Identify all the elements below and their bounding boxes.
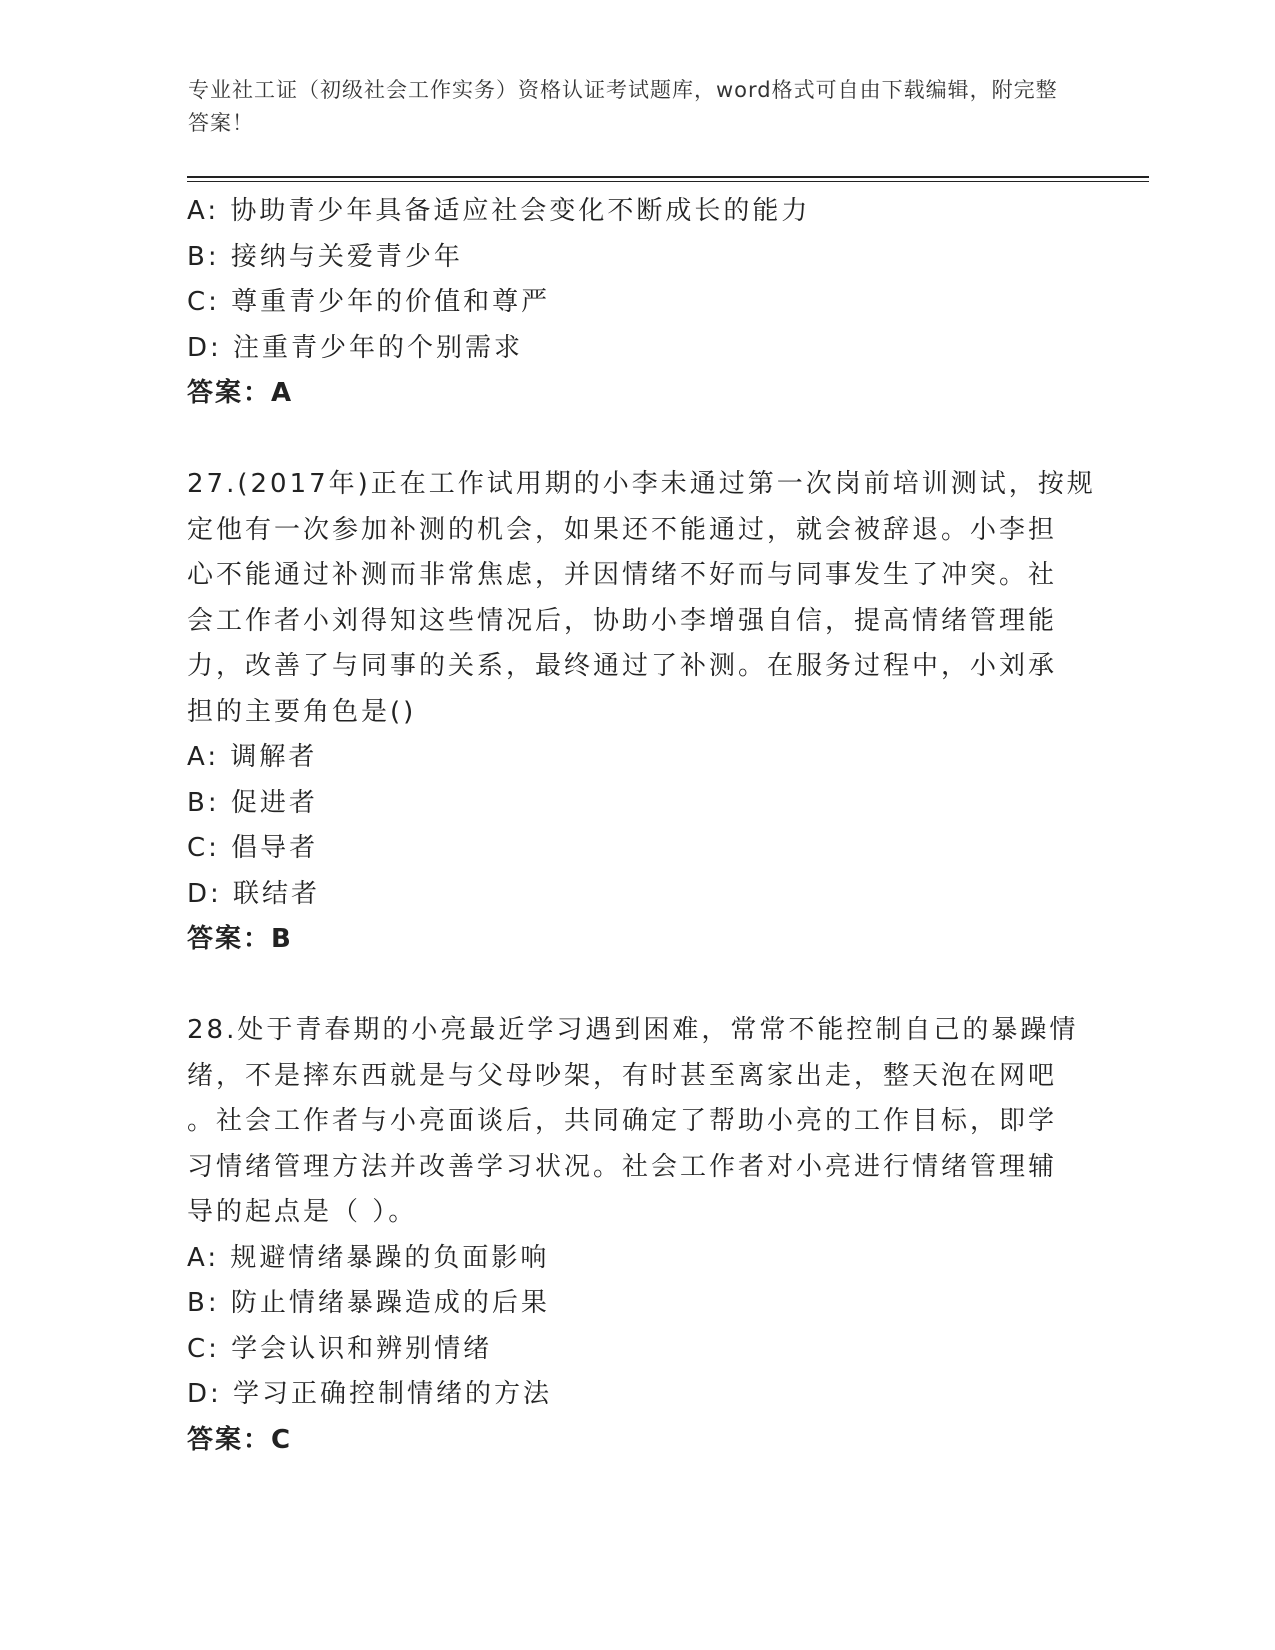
option-a: A: 调解者 [187,742,318,772]
header-divider-thick [187,176,1149,178]
option-c: C: 倡导者 [187,833,319,863]
option-a: A: 协助青少年具备适应社会变化不断成长的能力 [187,196,811,226]
option-b: B: 接纳与关爱青少年 [187,241,463,272]
option-a: A: 规避情绪暴躁的负面影响 [187,1242,550,1273]
question-text-line: 导的起点是（ ）。 [187,1197,418,1227]
option-d: D: 注重青少年的个别需求 [187,332,524,363]
option-b: B: 促进者 [187,787,318,818]
option-c: C: 尊重青少年的价值和尊严 [187,287,551,317]
question-text-line: 定他有一次参加补测的机会，如果还不能通过，就会被辞退。小李担 [187,514,1058,545]
question-text-line: 28.处于青春期的小亮最近学习遇到困难，常常不能控制自己的暴躁情 [187,1015,1079,1045]
question-28 [187,1008,1087,1463]
option-b: B: 防止情绪暴躁造成的后果 [187,1288,550,1318]
previous-question-options [187,189,1087,417]
option-d: D: 学习正确控制情绪的方法 [187,1379,553,1409]
answer-line: 答案：C [187,1424,293,1455]
question-text-line: 心不能通过补测而非常焦虑，并因情绪不好而与同事发生了冲突。社 [187,560,1058,590]
question-text-line: 。社会工作者与小亮面谈后，共同确定了帮助小亮的工作目标，即学 [187,1106,1058,1136]
question-text-line: 会工作者小刘得知这些情况后，协助小李增强自信，提高情绪管理能 [187,605,1058,636]
option-d: D: 联结者 [187,878,321,909]
question-text-line: 绪，不是摔东西就是与父母吵架，有时甚至离家出走，整天泡在网吧 [187,1060,1058,1091]
header-divider-thin [187,181,1149,182]
document-header: 专业社工证（初级社会工作实务）资格认证考试题库，word格式可自由下载编辑，附完整答案！ [188,78,1058,135]
question-text-line: 27.(2017年)正在工作试用期的小李未通过第一次岗前培训测试，按规 [187,469,1096,499]
question-27 [187,462,1096,963]
question-text-line: 力，改善了与同事的关系，最终通过了补测。在服务过程中，小刘承 [187,651,1058,681]
option-c: C: 学会认识和辨别情绪 [187,1333,493,1364]
answer-line: 答案：A [187,378,294,408]
question-content [187,189,1096,1463]
question-text-line: 担的主要角色是() [187,696,417,727]
question-text-line: 习情绪管理方法并改善学习状况。社会工作者对小亮进行情绪管理辅 [187,1151,1058,1182]
answer-line: 答案：B [187,924,293,954]
